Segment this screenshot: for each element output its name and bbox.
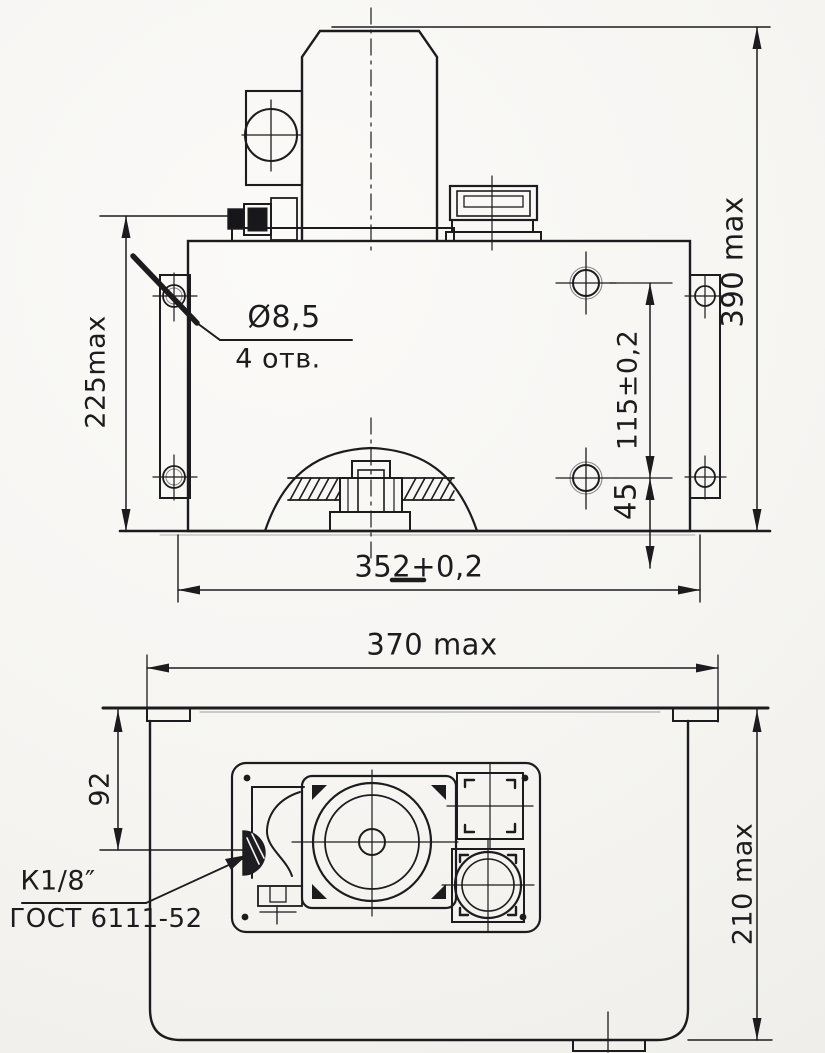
hole-diameter-label: Ø8,5 <box>247 300 321 335</box>
thread-standard-label: ГОСТ 6111-52 <box>9 904 203 934</box>
dim-body-height-label: 225max <box>80 315 112 429</box>
dim-total-height-label: 390 max <box>715 196 750 328</box>
hole-count-label: 4 отв. <box>235 343 321 375</box>
dim-base-width-label: 352+0,2 <box>354 549 484 584</box>
dim-hole-spacing-label: 115±0,2 <box>612 329 644 451</box>
dim-hole-to-base-label: 45 <box>608 482 643 520</box>
front-view-linework <box>100 8 770 602</box>
plan-view-linework <box>22 655 772 1052</box>
dim-overall-width-label: 370 max <box>366 627 498 662</box>
thread-size-label: К1/8″ <box>20 865 96 897</box>
dim-port-offset-label: 92 <box>84 771 116 807</box>
dim-overall-depth-label: 210 max <box>727 822 759 946</box>
